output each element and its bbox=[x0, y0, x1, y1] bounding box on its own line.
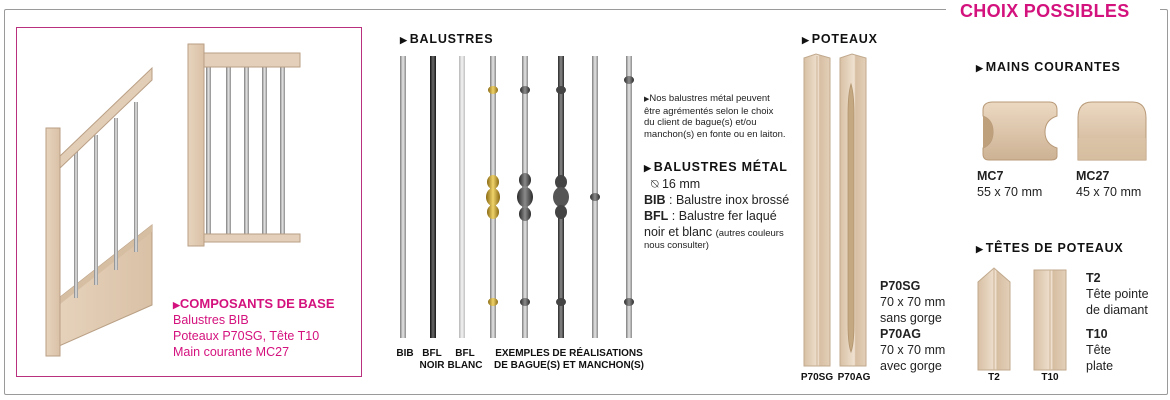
bfl-description: BFL : Balustre fer laqué bbox=[644, 209, 777, 223]
page-title: CHOIX POSSIBLES bbox=[960, 1, 1130, 21]
p70ag-desc: avec gorge bbox=[880, 359, 942, 373]
tetes-title: ▶ TÊTES DE POTEAUX bbox=[976, 241, 1124, 255]
base-line-balustres: Balustres BIB bbox=[173, 313, 249, 327]
mains-courantes-title: ▶ MAINS COURANTES bbox=[976, 60, 1121, 74]
tete-t2-illustration bbox=[976, 268, 1012, 372]
balustres-note: ▶Nos balustres métal peuvent être agrémentés selon le choix du client de bague(s) et/ou manchon(s) en fonte ou en laiton. bbox=[644, 93, 786, 140]
bib-description: BIB : Balustre inox brossé bbox=[644, 193, 790, 207]
t10-code: T10 bbox=[1086, 327, 1108, 341]
t10-desc-2: plate bbox=[1086, 359, 1114, 373]
bfl-description-2: noir et blanc (autres couleurs bbox=[644, 225, 784, 239]
poteaux-illustration bbox=[802, 54, 872, 370]
poteaux-title: ▶ POTEAUX bbox=[802, 32, 878, 46]
tete-t10-illustration bbox=[1032, 268, 1068, 372]
p70sg-dim: 70 x 70 mm bbox=[880, 295, 946, 309]
t10-desc-1: Tête bbox=[1086, 343, 1112, 357]
balustres-illustration bbox=[390, 52, 650, 344]
mc27-code: MC27 bbox=[1076, 169, 1110, 183]
p70sg-code: P70SG bbox=[880, 279, 921, 293]
t2-desc-1: Tête pointe bbox=[1086, 287, 1149, 301]
balustres-title: ▶ BALUSTRES bbox=[400, 32, 494, 46]
label-exemples: EXEMPLES DE RÉALISATIONS DE BAGUE(S) ET MANCHON(S) bbox=[494, 348, 644, 371]
label-t2: T2 bbox=[988, 372, 1000, 383]
mc7-dim: 55 x 70 mm bbox=[977, 185, 1043, 199]
balustres-diameter: ⍉ 16 mm bbox=[651, 177, 701, 191]
mc27-illustration bbox=[1074, 98, 1150, 164]
balustres-metal-title: ▶ BALUSTRES MÉTAL bbox=[644, 160, 788, 174]
p70ag-dim: 70 x 70 mm bbox=[880, 343, 946, 357]
p70ag-code: P70AG bbox=[880, 327, 921, 341]
label-p70sg: P70SG bbox=[800, 372, 834, 383]
t2-desc-2: de diamant bbox=[1086, 303, 1148, 317]
mc7-illustration bbox=[975, 98, 1067, 164]
staircase-illustration bbox=[40, 60, 160, 360]
label-bib: BIB bbox=[396, 348, 414, 359]
bfl-description-3: nous consulter) bbox=[644, 240, 709, 251]
mc27-dim: 45 x 70 mm bbox=[1076, 185, 1142, 199]
base-line-poteaux: Poteaux P70SG, Tête T10 bbox=[173, 329, 320, 343]
label-bfl-blanc: BFL BLANC bbox=[447, 348, 483, 371]
base-line-main-courante: Main courante MC27 bbox=[173, 345, 290, 359]
t2-code: T2 bbox=[1086, 271, 1101, 285]
p70sg-desc: sans gorge bbox=[880, 311, 942, 325]
label-t10: T10 bbox=[1041, 372, 1059, 383]
railing-illustration bbox=[186, 44, 306, 249]
label-p70ag: P70AG bbox=[837, 372, 871, 383]
label-bfl-noir: BFL NOIR bbox=[419, 348, 445, 371]
mc7-code: MC7 bbox=[977, 169, 1004, 183]
base-components-title: ▶COMPOSANTS DE BASE bbox=[173, 296, 335, 311]
